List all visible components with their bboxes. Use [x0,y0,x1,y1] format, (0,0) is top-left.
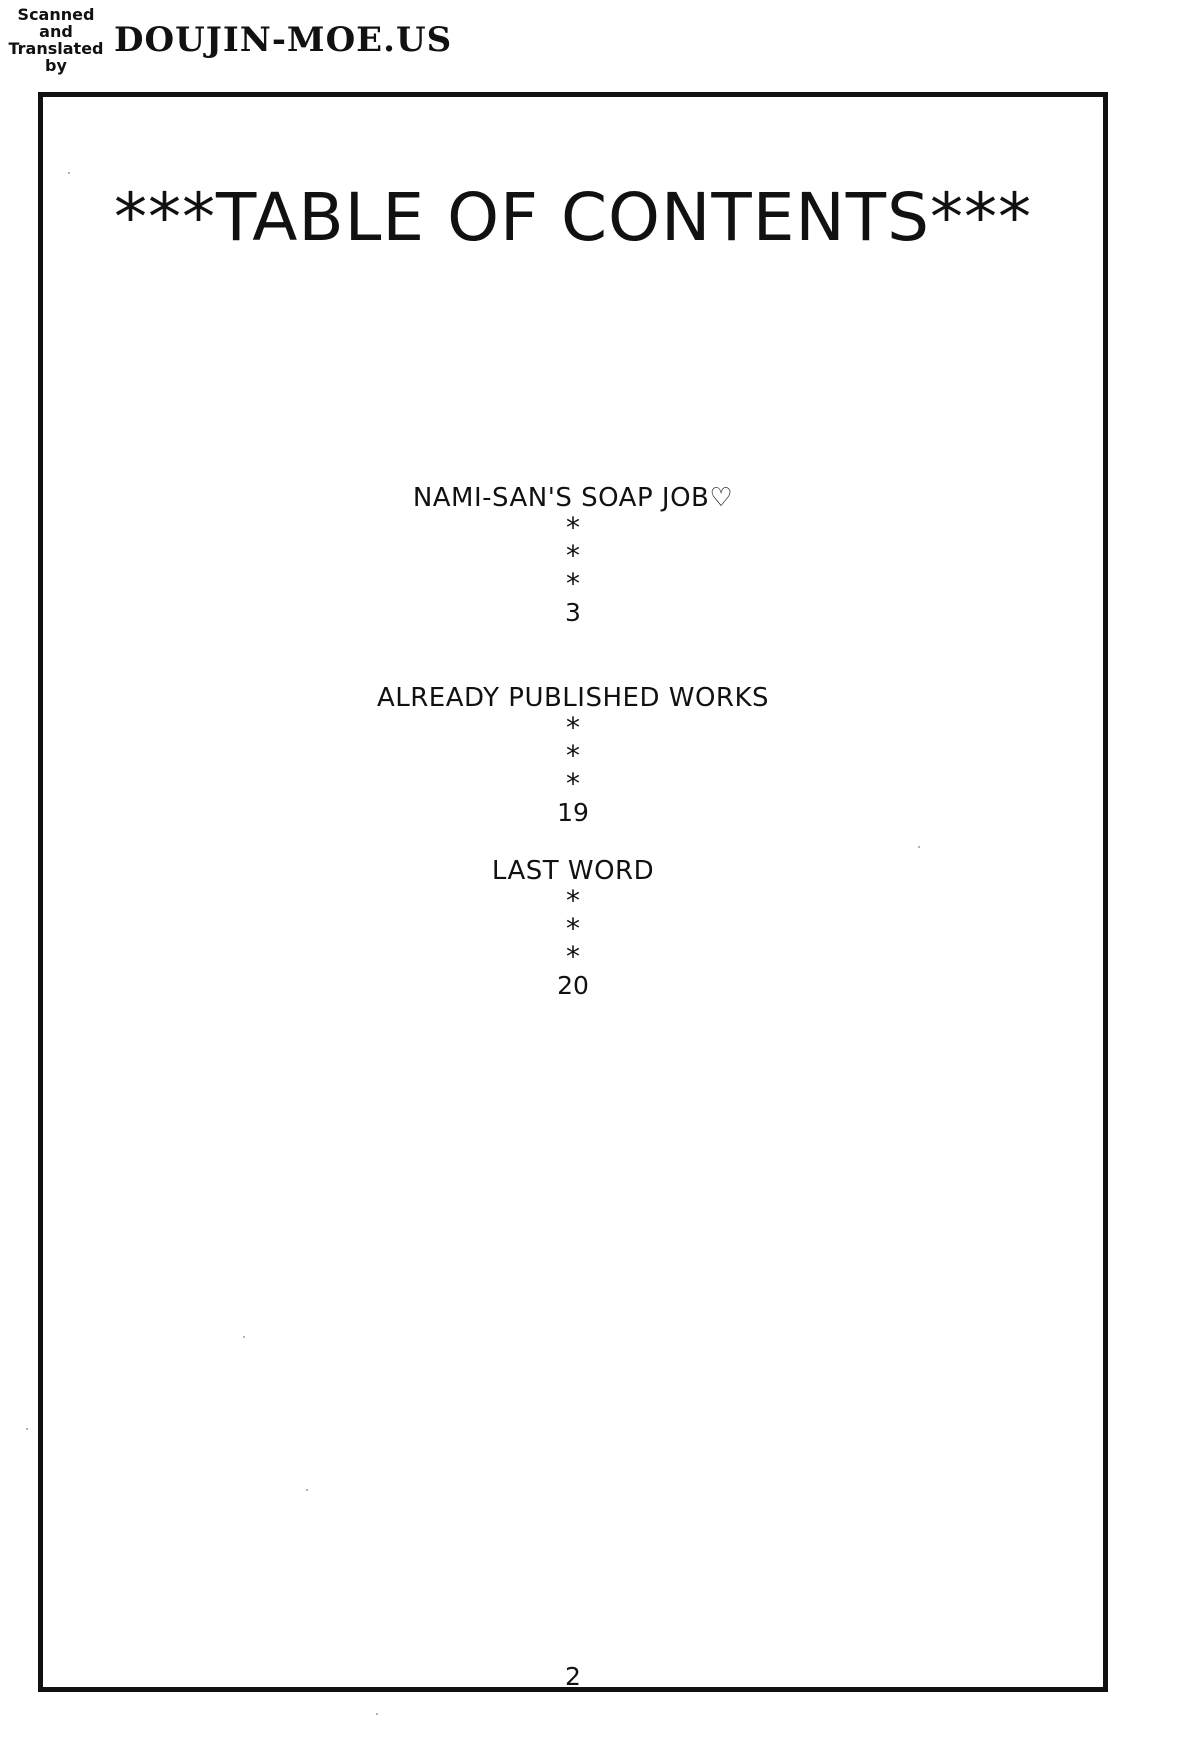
scan-speck [26,1428,28,1430]
toc-entry-title: LAST WORD [491,856,655,886]
toc-separator-star: * [566,539,580,572]
toc-entry-page: 20 [557,971,589,1000]
page-frame [38,92,1108,1692]
toc-entry [43,855,1103,1001]
scan-speck [376,1713,378,1715]
toc-separator-star: * [566,511,580,544]
credit-line-1: Scanned [17,5,95,24]
scanlation-credit [6,6,452,74]
toc-entry-title: NAMI-SAN'S SOAP JOB♡ [412,483,734,513]
credit-line-3: Translated [8,39,104,58]
toc-separator-star: * [566,940,580,973]
toc-entry-page: 3 [565,598,581,627]
scan-speck [918,846,920,848]
toc-separator-star: * [566,767,580,800]
credit-line-2: and [39,22,73,41]
scan-speck [306,1489,308,1491]
credit-line-4: by [45,56,67,75]
scan-speck [68,172,70,174]
toc-entry [43,682,1103,828]
scan-speck [243,1336,245,1338]
toc-entry-page: 19 [557,798,589,827]
page-title: ***TABLE OF CONTENTS*** [114,179,1032,256]
toc-entry [43,482,1103,628]
credit-text [6,6,106,74]
toc-separator-star: * [566,711,580,744]
page-number: 2 [565,1662,581,1691]
toc-separator-star: * [566,739,580,772]
toc-entry-title: ALREADY PUBLISHED WORKS [376,683,770,713]
toc-separator-star: * [566,884,580,917]
credit-logo: DOUJIN-MOE.US [114,20,453,60]
toc-separator-star: * [566,912,580,945]
toc-separator-star: * [566,567,580,600]
